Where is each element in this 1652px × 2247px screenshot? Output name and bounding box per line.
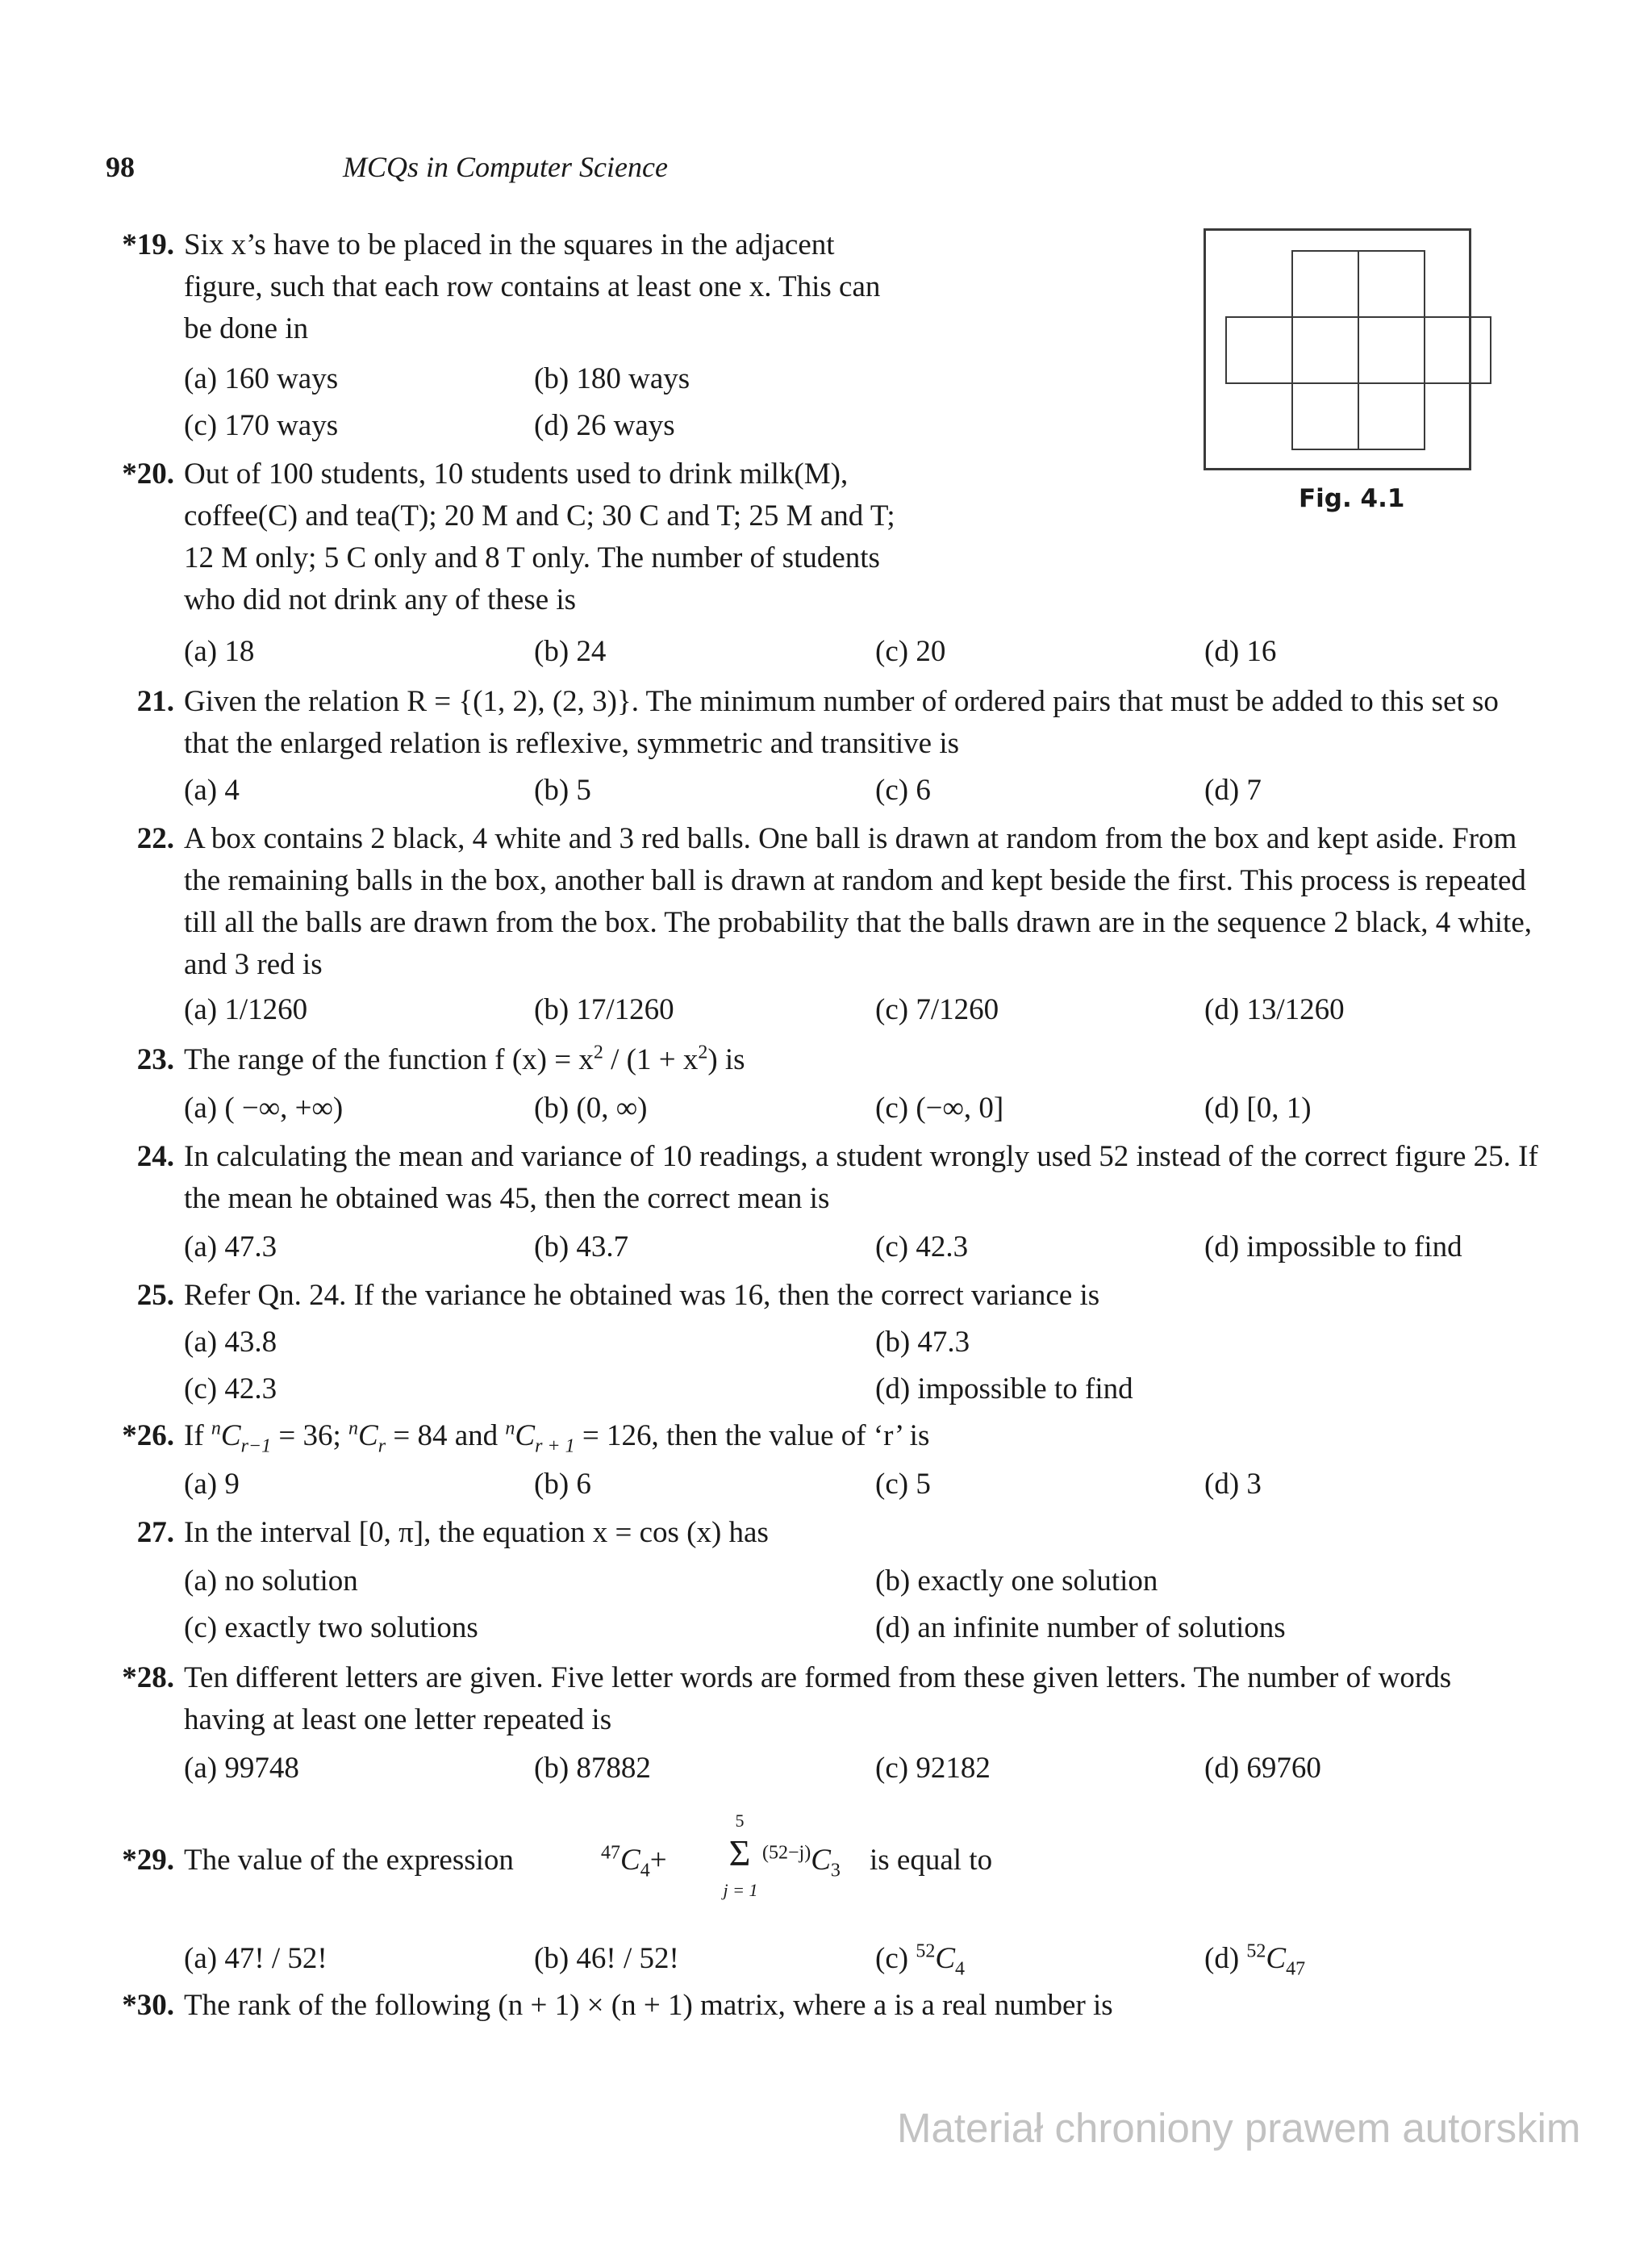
option-d: (d) 13/1260 — [1204, 993, 1345, 1026]
question-line: who did not drink any of these is — [184, 583, 577, 616]
option-c: (c) 42.3 — [875, 1230, 969, 1263]
superscript: n — [211, 1418, 221, 1439]
question-text: In calculating the mean and variance of 10 readings, a student wrongly used 52 instead of the correct figure 25. If the mean he obtained was 45, then the correct mean is — [184, 1140, 1538, 1215]
superscript: n — [505, 1418, 515, 1439]
option-b: (b) 17/1260 — [534, 993, 674, 1026]
question-text: In the interval [0, π], the equation x = cos (x) has — [184, 1516, 769, 1549]
text: = 84 and — [386, 1419, 506, 1452]
option-d: (d) 26 ways — [534, 409, 675, 442]
sum-lower-limit: j = 1 — [723, 1880, 758, 1900]
option-c: (c) (−∞, 0] — [875, 1092, 1004, 1125]
question-text: The rank of the following (n + 1) × (n + 1) matrix, where a is a real number is — [184, 1989, 1113, 2022]
text: The range of the function f (x) = x — [184, 1043, 594, 1076]
option-c: (c) 6 — [875, 774, 931, 807]
option-c: (c) 7/1260 — [875, 993, 999, 1026]
grid-cell — [1358, 382, 1425, 450]
option-a: (a) 99748 — [184, 1752, 299, 1785]
option-d: (d) 3 — [1204, 1468, 1262, 1501]
text: (d) — [1204, 1942, 1247, 1975]
subscript: 3 — [830, 1860, 841, 1882]
expression-term — [762, 1842, 841, 1882]
option-a: (a) 4 — [184, 774, 240, 807]
question-number: *28. — [122, 1661, 174, 1694]
text: = 126, then the value of ‘r’ is — [574, 1419, 930, 1452]
figure-4-1 — [1204, 228, 1471, 470]
option-d: (d) 7 — [1204, 774, 1262, 807]
exponent: 2 — [593, 1042, 603, 1063]
question-line: coffee(C) and tea(T); 20 M and C; 30 C and T; 25 M and T; — [184, 499, 895, 533]
option-b: (b) 5 — [534, 774, 591, 807]
text: C — [515, 1419, 536, 1452]
subscript: 47 — [1286, 1958, 1306, 1980]
question-text — [184, 1042, 745, 1077]
option-b: (b) 43.7 — [534, 1230, 629, 1263]
grid-cell — [1358, 316, 1425, 384]
option-a: (a) ( −∞, +∞) — [184, 1092, 344, 1125]
question-line: 12 M only; 5 C only and 8 T only. The number of students — [184, 541, 880, 574]
question-number: *30. — [122, 1989, 174, 2022]
subscript: r + 1 — [535, 1435, 575, 1457]
option-b: (b) 87882 — [534, 1752, 651, 1785]
subscript: 4 — [955, 1958, 966, 1980]
question-number: 25. — [136, 1279, 174, 1312]
question-text: is equal to — [870, 1844, 993, 1877]
subscript: r — [378, 1435, 386, 1457]
question-text: Refer Qn. 24. If the variance he obtained was 16, then the correct variance is — [184, 1279, 1100, 1312]
superscript: 52 — [1246, 1940, 1266, 1962]
subscript: 4 — [640, 1860, 650, 1882]
superscript: 47 — [601, 1842, 620, 1864]
option-d: (d) 69760 — [1204, 1752, 1321, 1785]
question-line: Out of 100 students, 10 students used to drink milk(M), — [184, 457, 849, 491]
question-number: 24. — [136, 1140, 174, 1173]
option-a: (a) 9 — [184, 1468, 240, 1501]
grid-cell — [1424, 316, 1491, 384]
expression-term — [601, 1842, 667, 1882]
subscript: r−1 — [240, 1435, 272, 1457]
text: If — [184, 1419, 211, 1452]
text: C — [620, 1844, 640, 1877]
question-text: Given the relation R = {(1, 2), (2, 3)}. The minimum number of ordered pairs that must be added to this set so that the enlarged relation is reflexive, symmetric and transitive is — [184, 685, 1499, 760]
grid-cell — [1291, 316, 1359, 384]
option-d: (d) [0, 1) — [1204, 1092, 1312, 1125]
option-a: (a) 43.8 — [184, 1326, 277, 1359]
option-c: (c) 5 — [875, 1468, 931, 1501]
sum-upper-limit: 5 — [735, 1811, 745, 1831]
option-d — [1204, 1940, 1306, 1980]
option-c: (c) exactly two solutions — [184, 1611, 478, 1644]
grid-cell — [1225, 316, 1293, 384]
text: + — [649, 1844, 667, 1877]
superscript: 52 — [916, 1940, 936, 1962]
question-text — [184, 453, 895, 621]
question-number: 23. — [136, 1043, 174, 1076]
text: ) is — [707, 1043, 745, 1076]
question-line: Six x’s have to be placed in the squares in the adjacent — [184, 228, 835, 261]
exponent: 2 — [698, 1042, 708, 1063]
grid-cell — [1358, 250, 1425, 318]
copyright-watermark: Materiał chroniony prawem autorskim — [897, 2105, 1581, 2151]
question-text: Ten different letters are given. Five letter words are formed from these given letters. The number of words having at least one letter repeated is — [184, 1661, 1452, 1736]
text: C — [358, 1419, 378, 1452]
option-a: (a) no solution — [184, 1564, 358, 1598]
question-text: The value of the expression — [184, 1844, 514, 1877]
summation-sign: Σ — [728, 1832, 751, 1873]
question-number: *29. — [122, 1844, 174, 1877]
option-d: (d) impossible to find — [875, 1372, 1133, 1405]
option-b: (b) 6 — [534, 1468, 591, 1501]
question-text — [184, 224, 880, 350]
question-number: *26. — [122, 1419, 174, 1452]
option-d: (d) an infinite number of solutions — [875, 1611, 1286, 1644]
option-c: (c) 20 — [875, 635, 946, 668]
option-a: (a) 160 ways — [184, 362, 339, 395]
question-number: *20. — [122, 457, 174, 491]
option-d: (d) impossible to find — [1204, 1230, 1462, 1263]
option-a: (a) 47.3 — [184, 1230, 277, 1263]
question-number: *19. — [122, 228, 174, 261]
option-c: (c) 170 ways — [184, 409, 339, 442]
option-a: (a) 47! / 52! — [184, 1942, 327, 1975]
grid-cell — [1291, 382, 1359, 450]
superscript: n — [348, 1418, 359, 1439]
option-b: (b) 47.3 — [875, 1326, 970, 1359]
option-b: (b) 180 ways — [534, 362, 690, 395]
question-text: A box contains 2 black, 4 white and 3 red balls. One ball is drawn at random from the box and kept aside. From the remaining balls in the box, another ball is drawn at random and kept beside the first. This process is repeated till all the balls are drawn from the box. The probability that the balls drawn are in the sequence 2 black, 4 white, and 3 red is — [184, 822, 1532, 981]
text: C — [935, 1942, 956, 1975]
text: C — [811, 1844, 831, 1877]
figure-caption: Fig. 4.1 — [1299, 484, 1405, 513]
text: C — [1266, 1942, 1287, 1975]
text: (c) — [875, 1942, 916, 1975]
option-d: (d) 16 — [1204, 635, 1277, 668]
option-b: (b) 46! / 52! — [534, 1942, 679, 1975]
option-a: (a) 1/1260 — [184, 993, 308, 1026]
question-line: be done in — [184, 312, 309, 345]
question-number: 27. — [136, 1516, 174, 1549]
option-b: (b) 24 — [534, 635, 607, 668]
text: / (1 + x — [603, 1043, 699, 1076]
question-number: 22. — [136, 822, 174, 855]
option-c: (c) 42.3 — [184, 1372, 277, 1405]
page-number: 98 — [106, 151, 135, 183]
option-b: (b) (0, ∞) — [534, 1092, 648, 1125]
question-text — [184, 1418, 930, 1457]
text: = 36; — [271, 1419, 349, 1452]
question-number: 21. — [136, 685, 174, 718]
question-line: figure, such that each row contains at least one x. This can — [184, 270, 881, 303]
text: C — [220, 1419, 241, 1452]
option-b: (b) exactly one solution — [875, 1564, 1158, 1598]
grid-cell — [1291, 250, 1359, 318]
option-c — [875, 1940, 966, 1980]
running-title: MCQs in Computer Science — [343, 151, 668, 183]
option-c: (c) 92182 — [875, 1752, 991, 1785]
superscript: (52−j) — [762, 1842, 811, 1864]
option-a: (a) 18 — [184, 635, 255, 668]
